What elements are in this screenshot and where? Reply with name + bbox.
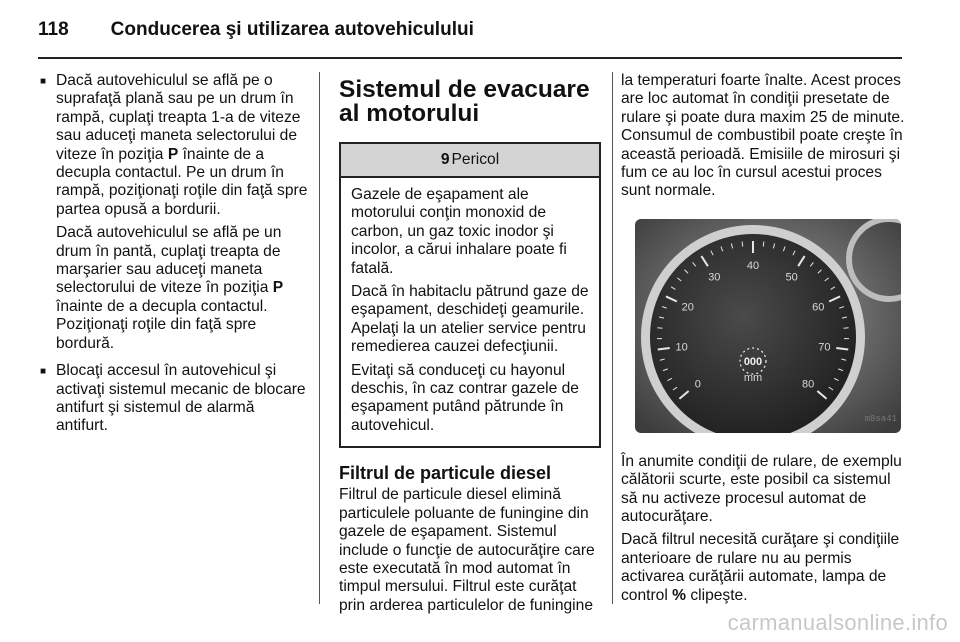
warning-triangle-icon: 9 (440, 150, 450, 168)
paragraph: Dacă autovehiculul se află pe o suprafaţă plană sau pe un drum în rampă, cuplaţi treapta 1-a de viteze sau aduceţi maneta selectorului de viteze în poziţia P înainte de a decupla contactul. Pe un drum în rampă, poziţionaţi roţile din faţă spre partea opusă a bordurii. (56, 72, 308, 218)
gauge-tick-label: 70 (818, 341, 831, 354)
paragraph: În anumite condiţii de rulare, de exemplu călătorii scurte, este posibil ca sistemul să nu activeze procesul automat de autocurăţare. (621, 452, 902, 526)
gauge-unit: mm (743, 371, 763, 384)
bullet-square-icon: ■ (40, 76, 47, 87)
page-header (38, 10, 900, 50)
gauge-minor-tick (763, 241, 764, 246)
gauge-tick-label: 0 (694, 378, 701, 391)
gauge-tick-label: 60 (812, 301, 825, 314)
warning-paragraph: Evitaţi să conduceţi cu hayonul deschis, în caz contrar gazele de eşapament putând pătrunde în autovehicul. (351, 361, 579, 434)
column-divider (319, 72, 320, 604)
header-divider (38, 57, 902, 59)
warning-box (339, 142, 601, 448)
gauge-tick-label: 10 (675, 341, 688, 354)
bullet-item (40, 362, 308, 441)
column-right (621, 72, 907, 610)
column-divider (612, 72, 613, 604)
paragraph: la temperaturi foarte înalte. Acest proces are loc automat în condiţii presetate de rulare şi poate dura maxim 25 de minute. Consumul de combustibil poate creşte în această perioadă. Emisiile de mirosuri şi fum ce au loc în cursul acestui proces sunt normale. (621, 72, 905, 200)
warning-title: Pericol (451, 150, 500, 168)
gauge-minor-tick (658, 349, 663, 350)
figure-label: m8sa41 (864, 414, 897, 425)
gauge-tick-label: 80 (802, 378, 815, 391)
gauge-tick-label: 20 (681, 301, 694, 314)
warning-paragraph: Gazele de eşapament ale motorului conţin monoxid de carbon, un gaz toxic inodor şi incolor, a cărui inhalare poate fi fatală. (351, 186, 567, 277)
page-number: 118 (38, 19, 69, 40)
paragraph: Blocaţi accesul în autovehicul şi activaţi sistemul mecanic de blocare antifurt şi sistemul de alarmă antifurt. (56, 362, 306, 435)
chapter-title: Conducerea şi utilizarea autovehiculului (110, 19, 474, 40)
warning-header (341, 144, 599, 178)
column-left (40, 72, 308, 445)
gauge-tick-label: 50 (785, 271, 798, 284)
dpf-pictogram-text: 000 (743, 355, 763, 368)
subsection-title: Filtrul de particule diesel (339, 463, 552, 484)
bullet-item (40, 72, 308, 358)
column-middle (339, 72, 601, 620)
gauge-minor-tick (742, 241, 743, 246)
watermark: carmanualsonline.info (727, 610, 948, 635)
paragraph: Dacă filtrul necesită curăţare şi condiţiile anterioare de rulare nu au permis activarea curăţării automate, lampa de control % clipeşte. (621, 531, 900, 604)
instrument-figure (635, 219, 901, 433)
warning-paragraph: Dacă în habitaclu pătrund gaze de eşapament, deschideţi geamurile. Apelaţi la un atelier service pentru remedierea cauzei defecţiunii. (351, 283, 589, 356)
section-title: Sistemul de evacuare al motorului (339, 76, 590, 127)
gauge-tick-label: 30 (708, 271, 721, 284)
bullet-square-icon: ■ (40, 366, 47, 378)
gauge-tick-label: 40 (746, 259, 760, 272)
paragraph: Dacă autovehiculul se află pe un drum în pantă, cuplaţi treapta de marşarier sau aduceţi maneta selectorului de viteze în poziţia P înainte de a decupla contactul. Poziţionaţi roţile din faţă spre bordură. (56, 224, 284, 352)
gauge-minor-tick (843, 349, 848, 350)
control-lamp-icon: % (672, 586, 687, 604)
paragraph: Filtrul de particule diesel elimină particulele poluante de funingine din gazele de eşapament. Sistemul include o funcţie de autocurăţire care este executată în mod automat în timpul mersului. Filtrul este curăţat prin arderea particulelor de funingine (339, 486, 595, 614)
